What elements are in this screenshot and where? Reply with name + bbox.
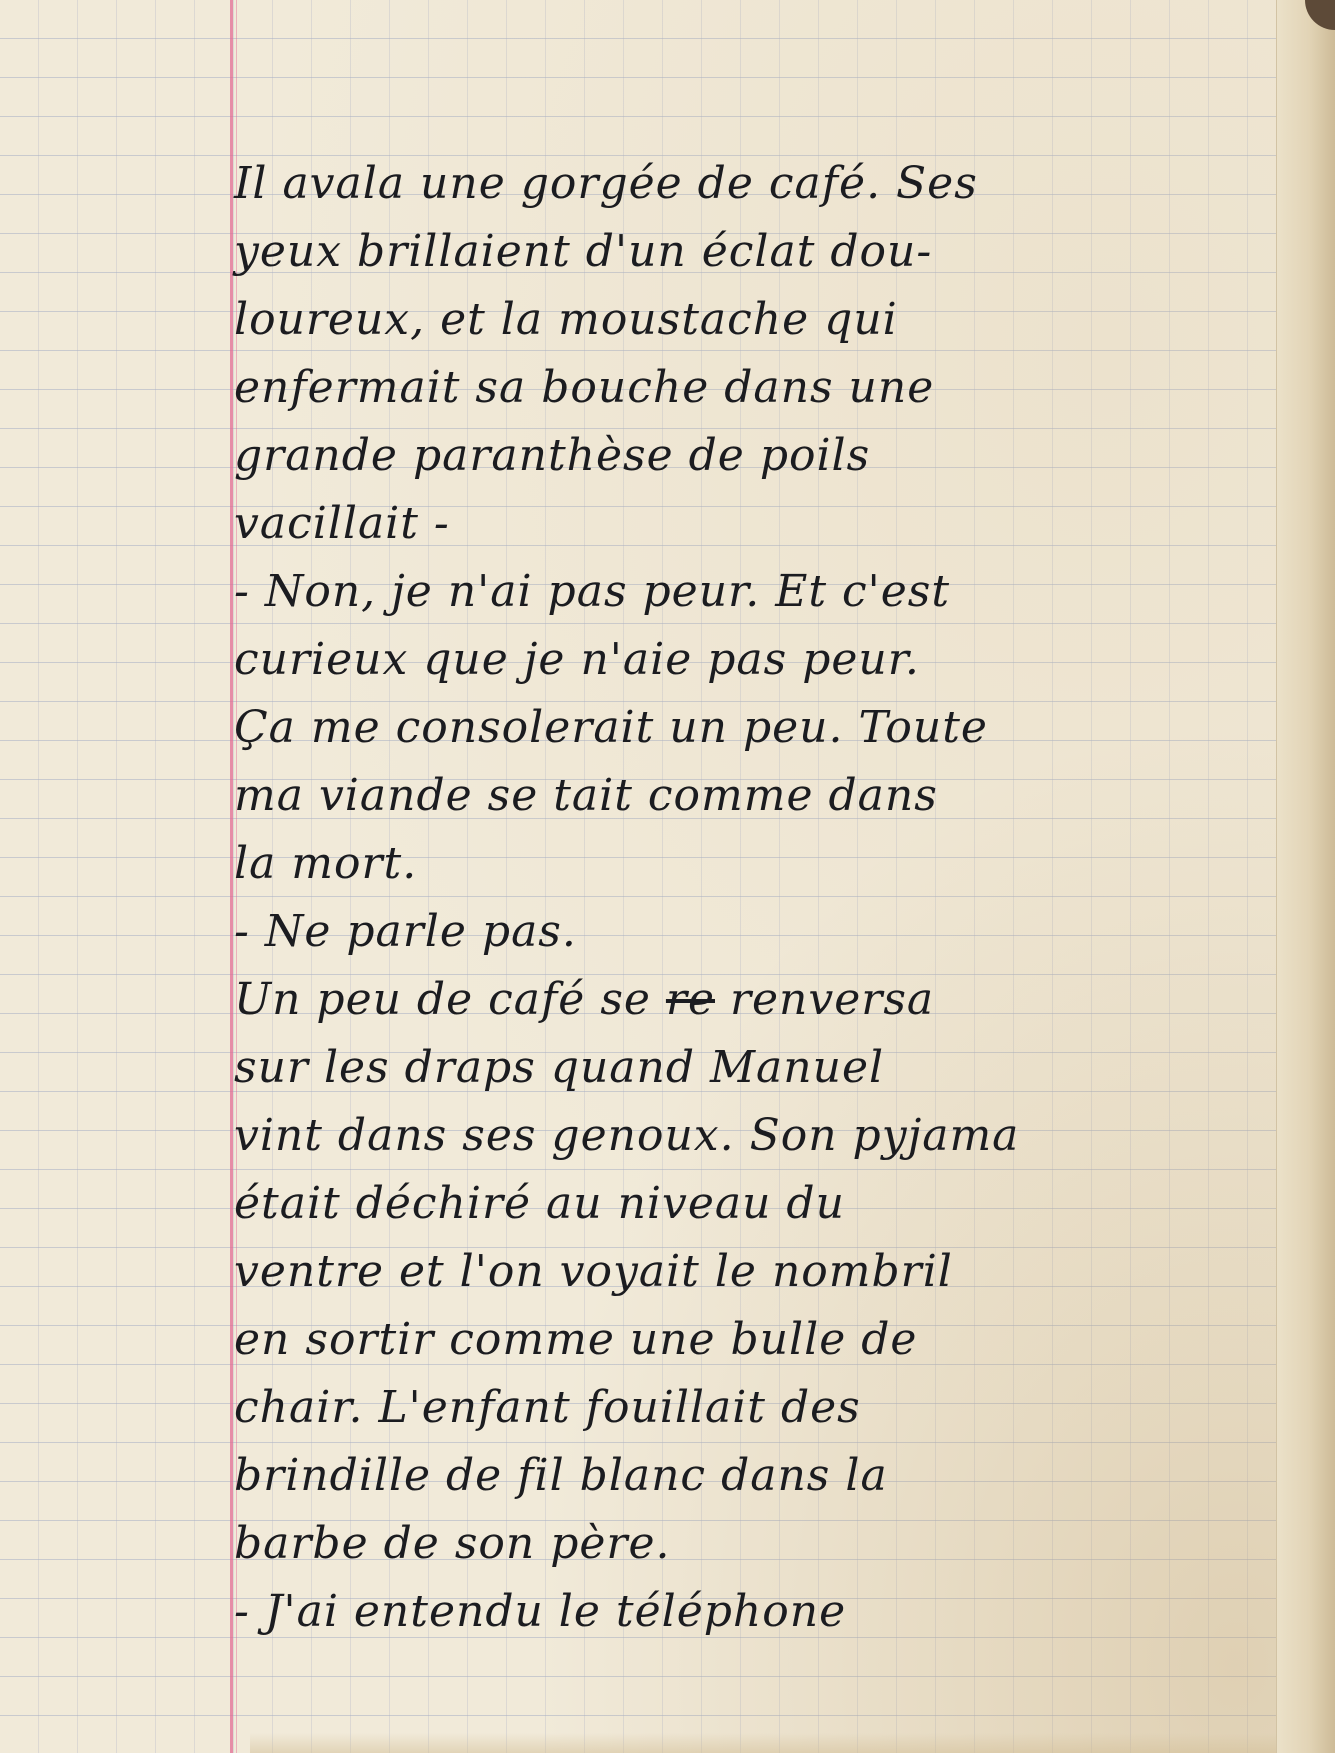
- struck-out-text: re: [665, 974, 715, 1025]
- text-line: vacillait -: [234, 498, 450, 549]
- text-line-with-correction: [234, 966, 1324, 1034]
- torn-corner: [1305, 0, 1335, 30]
- text-line: Ça me consolerait un peu. Toute: [234, 702, 988, 753]
- text-line: en sortir comme une bulle de: [234, 1314, 918, 1365]
- text-line: était déchiré au niveau du: [234, 1178, 845, 1229]
- text-line: enfermait sa bouche dans une: [234, 362, 935, 413]
- text-line: chair. L'enfant fouillait des: [234, 1382, 861, 1433]
- text-line: curieux que je n'aie pas peur.: [234, 634, 920, 685]
- text-line: loureux, et la moustache qui: [234, 294, 898, 345]
- text-line: - J'ai entendu le téléphone: [234, 1586, 847, 1637]
- text-line: barbe de son père.: [234, 1518, 671, 1569]
- text-segment: renversa: [715, 974, 935, 1025]
- text-line: sur les draps quand Manuel: [234, 1042, 885, 1093]
- text-line: grande paranthèse de poils: [234, 430, 871, 481]
- text-line: - Ne parle pas.: [234, 906, 577, 957]
- margin-rule: [230, 0, 233, 1753]
- handwritten-text: [234, 150, 1324, 1646]
- text-line: ma viande se tait comme dans: [234, 770, 938, 821]
- worn-bottom-edge: [250, 1733, 1300, 1753]
- page-edge: [1276, 0, 1335, 1753]
- text-line: ventre et l'on voyait le nombril: [234, 1246, 953, 1297]
- text-line: la mort.: [234, 838, 418, 889]
- text-line: yeux brillaient d'un éclat dou-: [234, 226, 933, 277]
- text-line: Il avala une gorgée de café. Ses: [234, 158, 978, 209]
- text-line: - Non, je n'ai pas peur. Et c'est: [234, 566, 951, 617]
- text-segment: Un peu de café se: [234, 974, 666, 1025]
- text-line: vint dans ses genoux. Son pyjama: [234, 1110, 1020, 1161]
- text-line: brindille de fil blanc dans la: [234, 1450, 888, 1501]
